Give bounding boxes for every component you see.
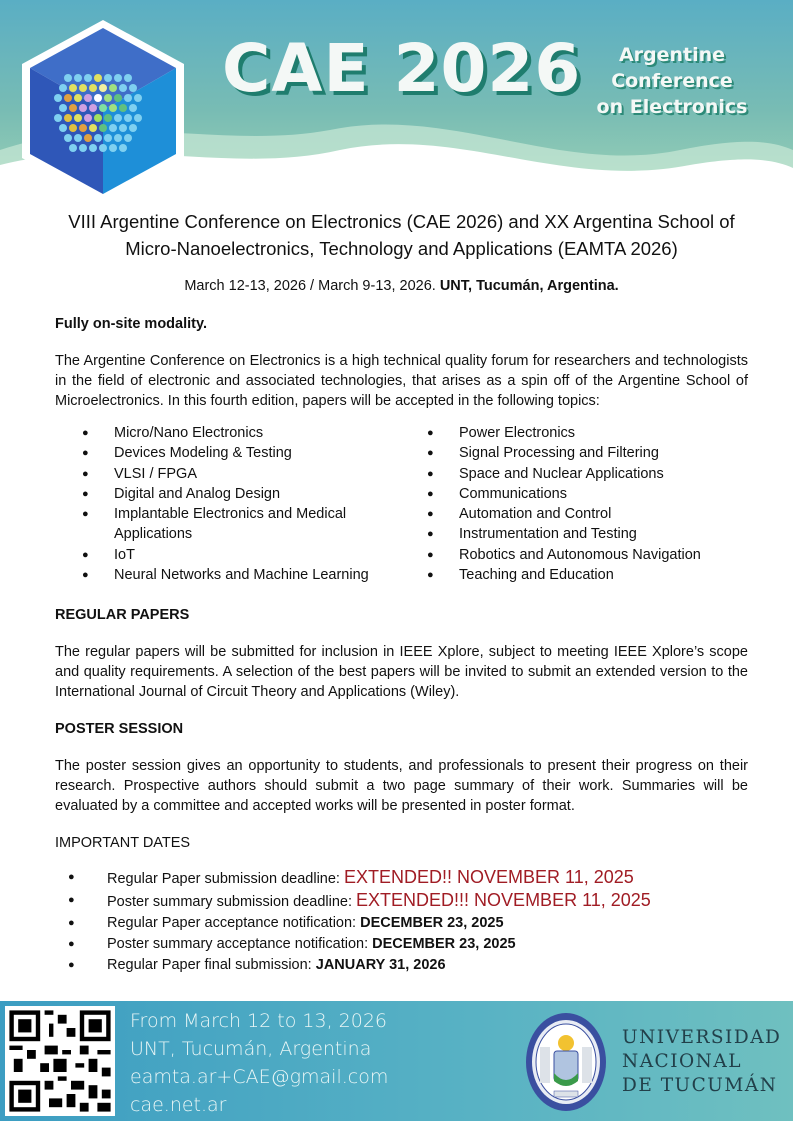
heading-line-2: Micro-Nanoelectronics, Technology and Applications (EAMTA 2026): [125, 238, 678, 259]
regular-papers-text: The regular papers will be submitted for inclusion in IEEE Xplore, subject to meeting IEEE Xplore’s scope and quality requirements. A selection of the best papers will be invited to submit an extended version to the International Journal of Circuit Theory and Applications (Wiley).: [55, 644, 748, 701]
footer-banner: [0, 1001, 793, 1121]
date-label: Regular Paper submission deadline:: [107, 871, 344, 888]
topic-item: ● VLSI / FPGA: [55, 464, 400, 484]
topic-item: ● Space and Nuclear Applications: [400, 464, 701, 484]
event-dates: [55, 276, 748, 296]
university-line-3: DE TUCUMÁN: [622, 1075, 778, 1096]
university-seal-icon: [524, 1011, 608, 1113]
topic-item: ● Teaching and Education: [400, 565, 701, 585]
important-dates-list: [55, 867, 748, 976]
date-label: Poster summary submission deadline:: [107, 894, 357, 911]
topic-item: ● Micro/Nano Electronics: [55, 423, 400, 443]
date-value: EXTENDED!!! NOVEMBER 11, 2025: [356, 890, 651, 911]
topic-item: ● Power Electronics: [400, 423, 701, 443]
date-value: DECEMBER 23, 2025: [372, 936, 516, 953]
topic-item: ● Communications: [400, 484, 701, 504]
date-label: Poster summary acceptance notification:: [107, 936, 373, 953]
document-body: [55, 208, 748, 976]
banner-subtitle: [562, 42, 782, 120]
topic-item: ● Implantable Electronics and Medical Applications: [55, 504, 400, 545]
location-text: UNT, Tucumán, Argentina.: [439, 278, 619, 294]
footer-info: [130, 1007, 388, 1119]
topic-item: ● Digital and Analog Design: [55, 484, 400, 504]
qr-code-icon[interactable]: [5, 1006, 115, 1116]
footer-location: UNT, Tucumán, Argentina: [130, 1038, 372, 1060]
topic-item: ● Signal Processing and Filtering: [400, 443, 701, 463]
date-label: Regular Paper acceptance notification:: [107, 915, 361, 932]
university-line-1: UNIVERSIDAD: [622, 1027, 782, 1048]
heading-line-1: VIII Argentine Conference on Electronics (CAE 2026) and XX Argentina School of: [68, 211, 735, 232]
banner-title: CAE 2026: [222, 30, 582, 107]
subtitle-line-1: Argentine Conference: [611, 44, 733, 92]
university-line-2: NACIONAL: [622, 1051, 743, 1072]
topics-list: [55, 423, 748, 585]
footer-dates: From March 12 to 13, 2026: [130, 1010, 388, 1032]
date-value: DECEMBER 23, 2025: [360, 915, 504, 932]
poster-session-text: The poster session gives an opportunity to students, and professionals to present their progress on their research. Prospective authors should submit a two page summary of their work. Summaries will be evaluated by a committee and accepted works will be presented in poster format.: [55, 758, 748, 815]
poster-session-heading: POSTER SESSION: [55, 721, 184, 738]
date-item: [55, 867, 748, 890]
topic-item: ● Neural Networks and Machine Learning: [55, 565, 400, 585]
date-item: [55, 934, 748, 955]
important-dates-heading: IMPORTANT DATES: [55, 835, 191, 852]
intro-paragraph: The Argentine Conference on Electronics is a high technical quality forum for researchers and technologists in the field of electronic and associated technologies, that arises as a spin off of the Argentine School of Microelectronics. In this fourth edition, papers will be accepted in the following topics:: [55, 353, 748, 409]
cube-logo-icon: [18, 18, 188, 200]
topic-item: ● Instrumentation and Testing: [400, 524, 701, 544]
topic-item: ● Automation and Control: [400, 504, 701, 524]
date-label: Regular Paper final submission:: [107, 957, 316, 974]
footer-email-link[interactable]: eamta.ar+CAE@gmail.com: [130, 1066, 389, 1088]
regular-papers-heading: REGULAR PAPERS: [55, 607, 190, 624]
topics-left-column: [55, 423, 400, 585]
header-banner: [0, 0, 793, 200]
footer-website-link[interactable]: cae.net.ar: [130, 1094, 227, 1116]
topic-item: ● IoT: [55, 545, 400, 565]
date-item: [55, 913, 748, 934]
topics-right-column: [400, 423, 701, 585]
document-heading: [47, 208, 756, 262]
date-item: [55, 890, 748, 913]
date-value: EXTENDED!! NOVEMBER 11, 2025: [343, 867, 634, 888]
topic-item: ● Devices Modeling & Testing: [55, 443, 400, 463]
topic-item: ● Robotics and Autonomous Navigation: [400, 545, 701, 565]
date-item: [55, 955, 748, 976]
subtitle-line-2: on Electronics: [596, 96, 748, 118]
date-value: JANUARY 31, 2026: [315, 957, 446, 974]
university-name: [622, 1026, 781, 1098]
modality-note: Fully on-site modality.: [55, 316, 207, 332]
dates-text: March 12-13, 2026 / March 9-13, 2026.: [184, 278, 440, 294]
